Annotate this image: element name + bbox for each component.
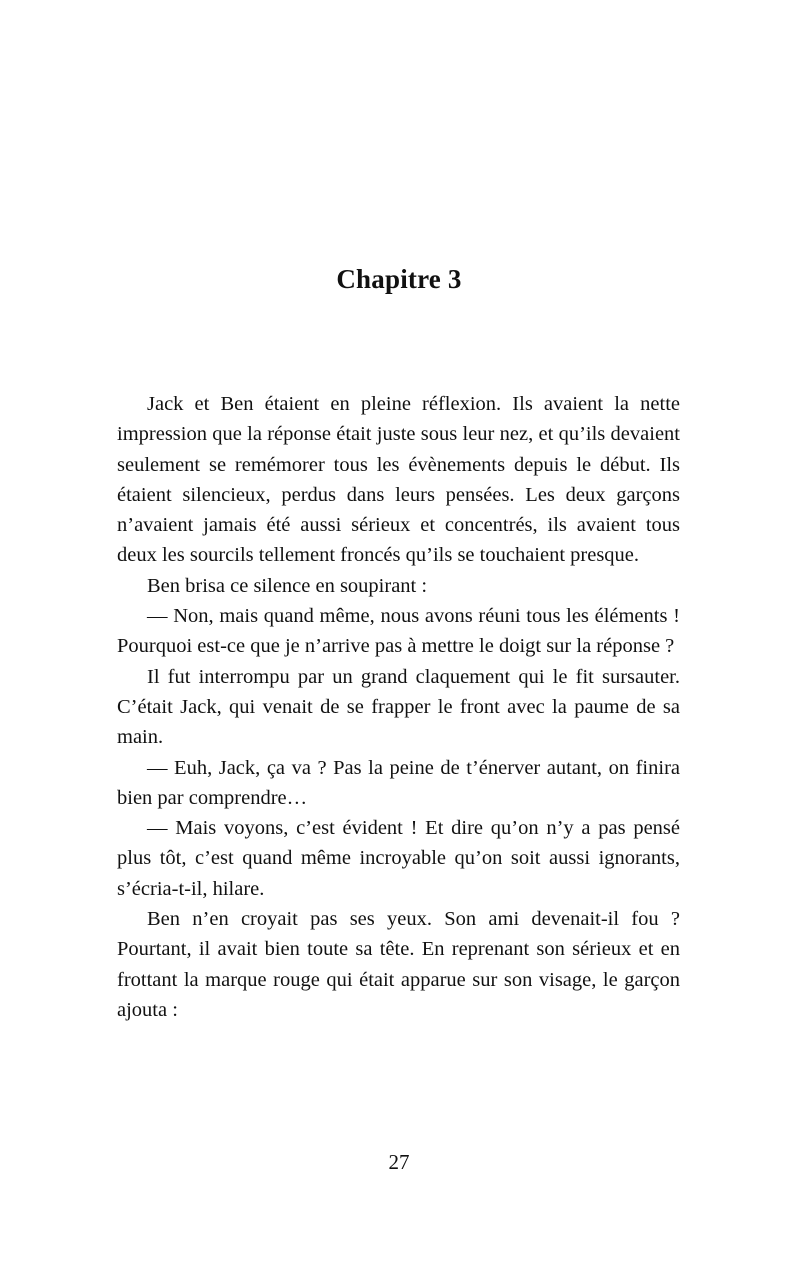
paragraph: — Mais voyons, c’est évident ! Et dire qu’on n’y a pas pensé plus tôt, c’est quand même incroyable qu’on soit aussi ignorants, s’écria-t-il, hilare.: [117, 817, 680, 900]
paragraph: Jack et Ben étaient en pleine réflexion. Ils avaient la nette impression que la réponse était juste sous leur nez, et qu’ils devaient seulement se remémorer tous les évènements depuis le début. Ils étaient silencieux, perdus dans leurs pensées. Les deux garçons n’avaient jamais été aussi sérieux et concentrés, ils avaient tous deux les sourcils tellement froncés qu’ils se touchaient presque.: [117, 393, 680, 567]
chapter-title: Chapitre 3: [336, 264, 462, 294]
paragraph: Ben brisa ce silence en soupirant :: [147, 574, 428, 597]
page-number: 27: [388, 1150, 410, 1174]
paragraph: — Euh, Jack, ça va ? Pas la peine de t’énerver autant, on finira bien par comprendre…: [117, 756, 680, 809]
chapter-body: [117, 389, 680, 1025]
paragraph: Il fut interrompu par un grand claquement qui le fit sursauter. C’était Jack, qui venait de se frapper le front avec la paume de sa main.: [117, 665, 680, 749]
paragraph: Ben n’en croyait pas ses yeux. Son ami devenait-il fou ? Pourtant, il avait bien toute sa tête. En reprenant son sérieux et en frottant la marque rouge qui était apparue sur son visage, le garçon ajouta :: [117, 908, 680, 1021]
paragraph: — Non, mais quand même, nous avons réuni tous les éléments ! Pourquoi est-ce que je n’arrive pas à mettre le doigt sur la réponse ?: [117, 605, 680, 658]
